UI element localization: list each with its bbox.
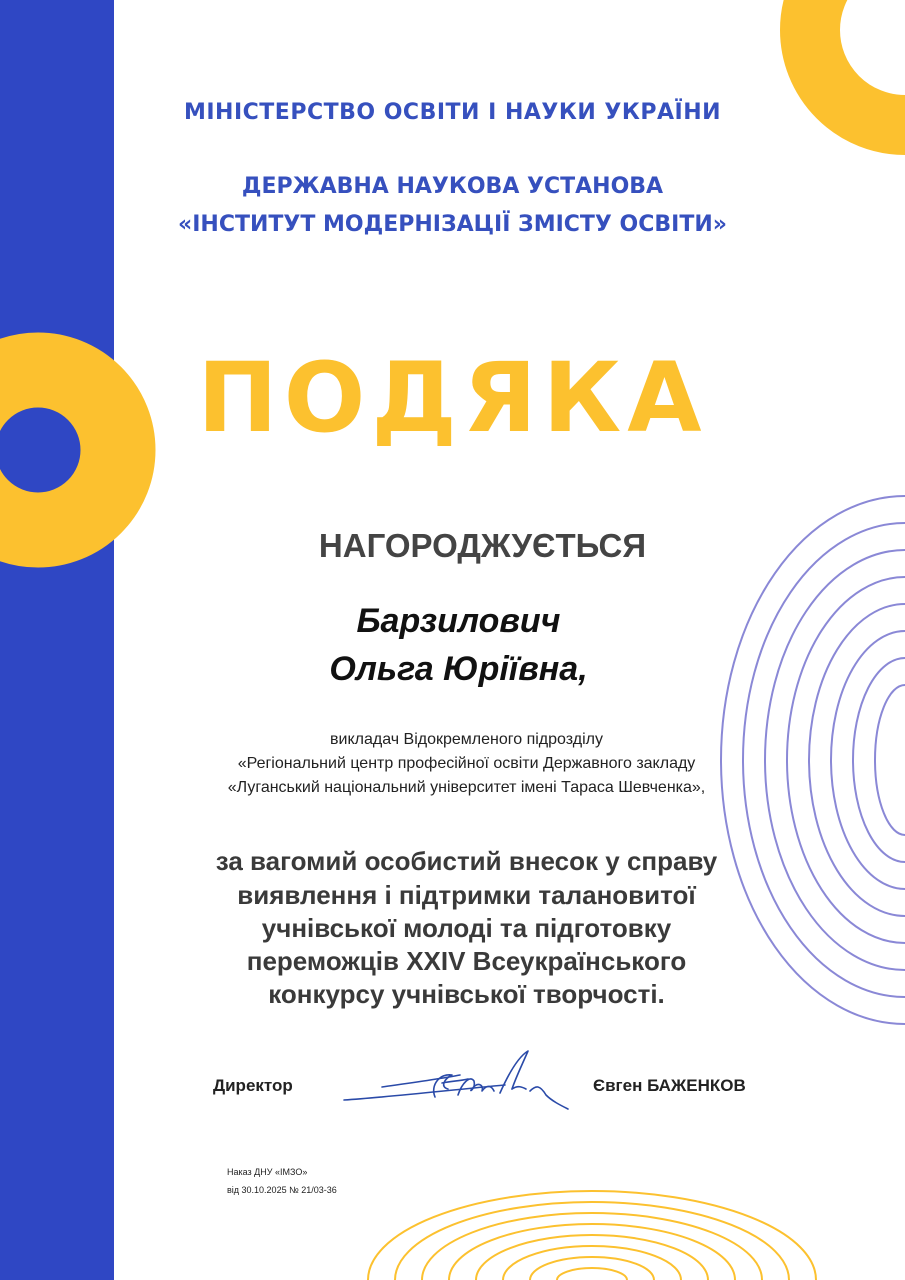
recipient-given-names: Ольга Юріївна, (329, 650, 588, 688)
certificate-headline: ПОДЯКА (197, 342, 708, 454)
reason-line-2: виявлення і підтримки талановитої (237, 880, 696, 910)
reason-line-1: за вагомий особистий внесок у справу (215, 846, 718, 876)
ministry-title: МІНІСТЕРСТВО ОСВІТИ І НАУКИ УКРАЇНИ (183, 100, 722, 125)
institution-line-1: ДЕРЖАВНА НАУКОВА УСТАНОВА (241, 174, 664, 199)
signatory-name: Євген БАЖЕНКОВ (593, 1076, 746, 1095)
position-line-1: викладач Відокремленого підрозділу (330, 731, 603, 748)
institution-line-2: «ІНСТИТУТ МОДЕРНІЗАЦІЇ ЗМІСТУ ОСВІТИ» (178, 212, 727, 237)
awarded-label: НАГОРОДЖУЄТЬСЯ (318, 527, 647, 564)
order-date-number: від 30.10.2025 № 21/03-36 (227, 1185, 337, 1195)
reason-line-3: учнівської молоді та підготовку (261, 913, 672, 943)
order-reference: Наказ ДНУ «ІМЗО» (227, 1167, 308, 1177)
reason-line-5: конкурсу учнівської творчості. (268, 979, 665, 1009)
signatory-title: Директор (213, 1076, 293, 1095)
handwritten-signature (340, 1045, 575, 1120)
position-line-3: «Луганський національний університет імені Тараса Шевченка», (227, 779, 706, 796)
position-line-2: «Регіональний центр професійної освіти Державного закладу (237, 755, 696, 772)
reason-line-4: переможців XXIV Всеукраїнського (246, 946, 687, 976)
recipient-surname: Барзилович (356, 602, 561, 640)
